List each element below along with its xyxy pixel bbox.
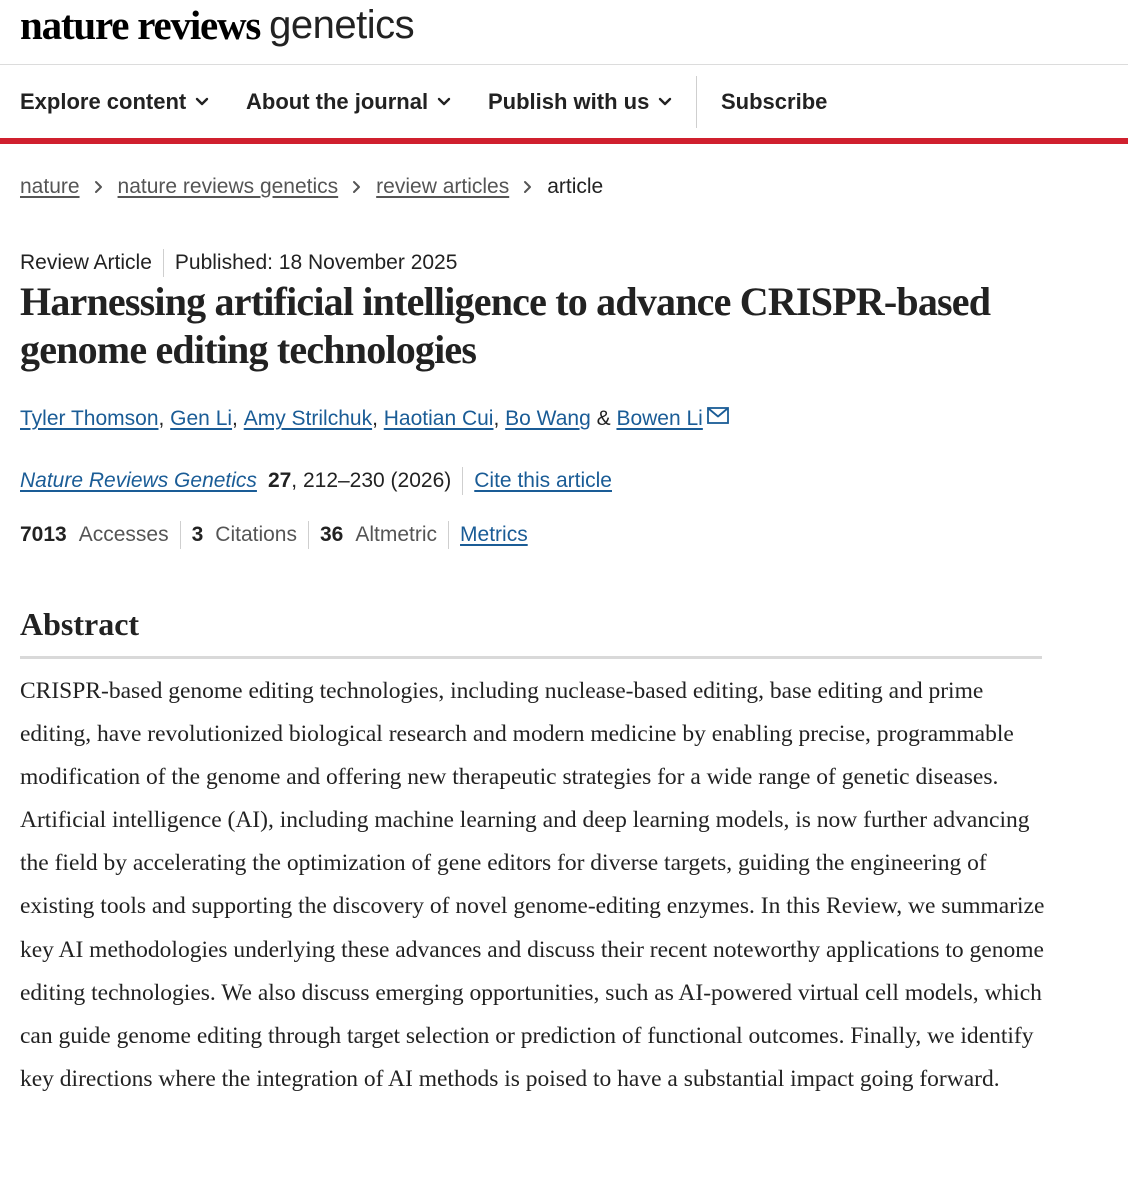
- author-separator: ,: [158, 407, 171, 430]
- logo-bold-text: nature reviews: [20, 2, 261, 48]
- volume: 27: [267, 469, 292, 492]
- journal-logo[interactable]: [20, 0, 414, 50]
- article-meta: [20, 248, 457, 278]
- author-link[interactable]: Gen Li: [170, 407, 233, 430]
- nav-explore-content-label: Explore content: [20, 89, 187, 114]
- metrics-link[interactable]: Metrics: [460, 523, 528, 546]
- abstract-text: CRISPR-based genome editing technologies, including nuclease-based editing, base editing and prime editing, have revolutionized biological research and modern medicine by enabling precise, programmable modification of the genome and offering new therapeutic strategies for a wide range of genetic diseases. Artificial intelligence (AI), including machine learning and deep learning models, is now further advancing the field by accelerating the optimization of gene editors for diverse targets, guiding the engineering of existing tools and supporting the discovery of novel genome-editing enzymes. In this Review, we summarize key AI methodologies underlying these advances and discuss their recent noteworthy applications to genome editing technologies. We also discuss emerging opportunities, such as AI-powered virtual cell models, which can guide genome editing through target selection or prediction of functional outcomes. Finally, we identify key directions where the integration of AI methods is poised to have a substantial impact going forward.: [20, 678, 1045, 1092]
- author-link[interactable]: Tyler Thomson: [20, 407, 159, 430]
- breadcrumb: [20, 172, 603, 202]
- nav-publish-with-us-label: Publish with us: [488, 89, 650, 114]
- published-date: Published: 18 November 2025: [174, 251, 458, 274]
- logo-light-text: genetics: [269, 2, 415, 47]
- author-link[interactable]: Bo Wang: [505, 407, 591, 430]
- abstract-heading: Abstract: [20, 606, 140, 642]
- cite-this-article-link[interactable]: Cite this article: [474, 469, 612, 492]
- journal-name-link[interactable]: Nature Reviews Genetics: [20, 469, 257, 492]
- citation-line: [20, 466, 612, 496]
- accesses-label: Accesses: [78, 523, 169, 546]
- breadcrumb-link-review-articles[interactable]: review articles: [376, 175, 510, 198]
- author-separator: ,: [232, 407, 244, 430]
- citation-divider: [462, 467, 463, 495]
- chevron-right-icon: [523, 180, 533, 194]
- chevron-down-icon: [437, 97, 451, 107]
- main-nav: [0, 66, 1128, 138]
- article-type: Review Article: [20, 251, 152, 274]
- breadcrumb-link-nature[interactable]: nature: [20, 175, 80, 198]
- chevron-right-icon: [94, 180, 104, 194]
- mail-icon[interactable]: [707, 407, 729, 424]
- author-list: [20, 404, 729, 434]
- author-link[interactable]: Bowen Li: [616, 407, 703, 430]
- citations-label: Citations: [215, 523, 297, 546]
- nav-about-journal[interactable]: [246, 66, 451, 138]
- nav-publish-with-us[interactable]: [488, 66, 672, 138]
- subscribe-link[interactable]: Subscribe: [721, 89, 828, 114]
- chevron-right-icon: [352, 180, 362, 194]
- accent-bar: [0, 138, 1128, 144]
- metrics-divider: [448, 521, 449, 549]
- altmetric-label: Altmetric: [355, 523, 438, 546]
- accesses-count: 7013: [20, 523, 67, 546]
- metrics-divider: [308, 521, 309, 549]
- chevron-down-icon: [658, 97, 672, 107]
- article-title: Harnessing artificial intelligence to advance CRISPR-based genome editing technologies: [20, 279, 991, 372]
- nav-about-journal-label: About the journal: [246, 89, 429, 114]
- breadcrumb-current: article: [547, 175, 604, 198]
- pages-year: , 212–230 (2026): [291, 469, 452, 492]
- citations-count: 3: [191, 523, 204, 546]
- author-link[interactable]: Haotian Cui: [383, 407, 494, 430]
- author-separator: &: [590, 407, 617, 430]
- author-link[interactable]: Amy Strilchuk: [243, 407, 373, 430]
- article-metrics: [20, 520, 528, 550]
- nav-divider: [696, 76, 697, 128]
- author-separator: ,: [493, 407, 506, 430]
- header-divider: [0, 64, 1128, 65]
- abstract-divider: [20, 656, 1042, 659]
- chevron-down-icon: [195, 97, 209, 107]
- altmetric-score: 36: [319, 523, 344, 546]
- meta-divider: [163, 249, 164, 277]
- nav-explore-content[interactable]: [20, 66, 209, 138]
- author-separator: ,: [372, 407, 384, 430]
- metrics-divider: [180, 521, 181, 549]
- breadcrumb-link-nature-reviews-genetics[interactable]: nature reviews genetics: [117, 175, 339, 198]
